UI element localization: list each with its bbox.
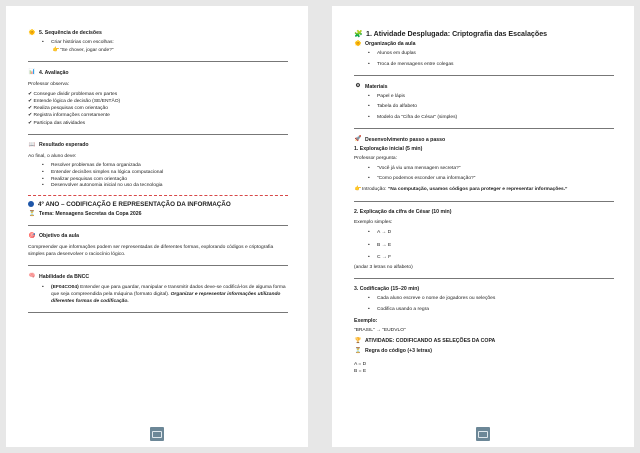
list-item: • Desenvolver autonomia inicial no uso da tecnologia — [42, 183, 288, 190]
check-item: ✔ Realiza pesquisas com orientação — [28, 106, 108, 112]
code-line: A = D — [354, 362, 367, 368]
divider — [354, 201, 614, 202]
bullet-list — [28, 163, 288, 189]
list-item: • Cada aluno escreve o nome de jogadores ou seleções — [368, 296, 614, 303]
divider — [354, 75, 614, 76]
intro-label: Introdução: — [362, 187, 388, 193]
blue-circle-icon — [28, 201, 34, 207]
example-label: Exemplo: — [354, 318, 378, 325]
heading-text: Habilidade da BNCC — [39, 273, 90, 280]
page-left — [6, 6, 308, 447]
list-item: • Codifica usando a regra — [368, 307, 614, 314]
example-line — [28, 47, 288, 55]
hourglass-icon: ⏳ — [354, 347, 362, 354]
divider — [28, 265, 288, 266]
puzzle-icon: 🧩 — [354, 31, 363, 38]
check-item: ✔ Consegue dividir problemas em partes — [28, 92, 118, 98]
list-item: • “Você já viu uma mensagem secreta?” — [368, 166, 614, 173]
list-item: • Entender decisões simples na lógica computacional — [42, 170, 288, 177]
heading-text: Regra do código (+3 letras) — [365, 348, 433, 355]
brain-icon: 🧠 — [28, 273, 36, 280]
bncc-text: Entender que para guardar, manipular e transmitir dados deve-se codificá-los de alguma forma que seja compreendida pela máquina (formato digital). — [51, 285, 286, 298]
heading-text: Organização da aula — [365, 41, 416, 48]
bullet-list — [354, 51, 614, 68]
footer-logo — [150, 427, 164, 441]
heading-text: 5. Sequência de decisões — [39, 30, 102, 37]
list-item: • “Como podemos esconder uma informação?” — [368, 176, 614, 183]
section-heading — [28, 30, 288, 37]
divider — [354, 278, 614, 279]
pointing-hand-icon: 👉 — [52, 46, 60, 53]
rocket-icon: 🚀 — [354, 136, 362, 143]
paragraph: Ao final, o aluno deve: — [28, 153, 77, 159]
dashed-divider — [28, 195, 288, 196]
divider — [28, 61, 288, 62]
book-icon: 📖 — [28, 141, 36, 148]
list-item: • Modelo da “Cifra de César” (simples) — [368, 115, 614, 122]
heading-text: 4. Avaliação — [39, 69, 69, 76]
heading-text: 4º ANO – CODIFICAÇÃO E REPRESENTAÇÃO DA INFORMAÇÃO — [38, 200, 231, 208]
footer-logo — [476, 427, 490, 441]
check-item: ✔ Participa das atividades — [28, 120, 86, 126]
check-item: ✔ Registra informações corretamente — [28, 113, 110, 119]
activity-heading — [354, 30, 614, 38]
step-heading: 1. Exploração inicial (5 min) — [354, 146, 423, 153]
note-text: (andar 3 letras no alfabeto) — [354, 264, 413, 270]
list-item: • Alunos em duplas — [368, 51, 614, 58]
bullet-list — [28, 40, 288, 47]
theme-heading — [28, 211, 288, 218]
objective-text: Compreender que informações podem ser representadas de diferentes formas, explorando códigos e criptografia simples para desenvolver o raciocínio lógico. — [28, 245, 274, 257]
heading-text: Materiais — [365, 83, 388, 90]
grade-heading — [28, 201, 288, 208]
section-heading — [354, 41, 614, 48]
list-item: • Criar histórias com escolhas: — [42, 40, 288, 47]
divider — [28, 225, 288, 226]
bullet-list — [354, 296, 614, 313]
bncc-emphasis: Organizar e representar informações utilizando diferentes formas de codificação. — [51, 292, 281, 304]
divider — [28, 312, 288, 313]
step-heading: 3. Codificação (15–20 min) — [354, 286, 420, 293]
paragraph: Professor observa: — [28, 81, 70, 87]
section-heading — [28, 273, 288, 280]
pointing-hand-icon: 👉 — [354, 186, 362, 193]
paragraph: Professor pergunta: — [354, 156, 397, 162]
section-heading — [28, 142, 288, 149]
list-item: • Tabela do alfabeto — [368, 104, 614, 111]
example-text: “BRASIL” → “EUDVLO” — [354, 328, 406, 334]
intro-quote: “Na computação, usamos códigos para proteger e representar informações.” — [387, 187, 568, 193]
step-heading: 2. Explicação da cifra de César (10 min) — [354, 208, 452, 215]
chart-icon: 📊 — [28, 69, 36, 76]
sun-icon: 🌞 — [28, 30, 36, 36]
heading-text: Desenvolvimento passo a passo — [365, 136, 446, 143]
list-item: • Papel e lápis — [368, 94, 614, 101]
check-item: ✔ Entende lógica de decisão (SE/ENTÃO) — [28, 99, 121, 105]
trophy-icon: 🏆 — [354, 337, 362, 344]
rule-title — [354, 348, 614, 355]
heading-text: Objetivo da aula — [39, 233, 80, 240]
list-item: • Realizar pesquisas com orientação — [42, 177, 288, 184]
activity-title — [354, 338, 614, 345]
section-heading — [28, 233, 288, 240]
list-item: • Resolver problemas de forma organizada — [42, 163, 288, 170]
sun-icon: 🌞 — [354, 41, 362, 47]
heading-text: Tema: Mensagens Secretas da Copa 2026 — [39, 211, 142, 218]
target-icon: 🎯 — [28, 232, 36, 239]
cipher-item: • C → F — [368, 255, 614, 262]
code-line: B = E — [354, 368, 367, 374]
heading-text: Resultado esperado — [39, 141, 89, 148]
heading-text: ATIVIDADE: CODIFICANDO AS SELEÇÕES DA COPA — [365, 337, 496, 344]
hourglass-icon: ⏳ — [28, 210, 36, 217]
section-heading — [354, 136, 614, 143]
paragraph: Exemplo simples: — [354, 220, 393, 226]
intro-line — [354, 186, 614, 194]
divider — [354, 128, 614, 129]
divider — [28, 134, 288, 135]
bncc-item — [42, 285, 288, 305]
heading-text: 1. Atividade Desplugada: Criptografia das Escalações — [366, 30, 548, 38]
cipher-item: • A → D — [368, 230, 614, 237]
section-heading — [28, 69, 288, 76]
bullet-list — [28, 285, 288, 305]
bullet-list — [354, 94, 614, 122]
example-text: “Se chover, jogar onde?” — [60, 47, 114, 53]
gear-icon: ⚙ — [355, 83, 361, 90]
list-item: • Troca de mensagens entre colegas — [368, 62, 614, 69]
section-heading — [354, 83, 614, 90]
bullet-list — [354, 230, 614, 262]
page-right — [332, 6, 634, 447]
bncc-code: (EF04CO04) — [51, 285, 79, 291]
cipher-item: • B → E — [368, 243, 614, 250]
bullet-list — [354, 166, 614, 183]
